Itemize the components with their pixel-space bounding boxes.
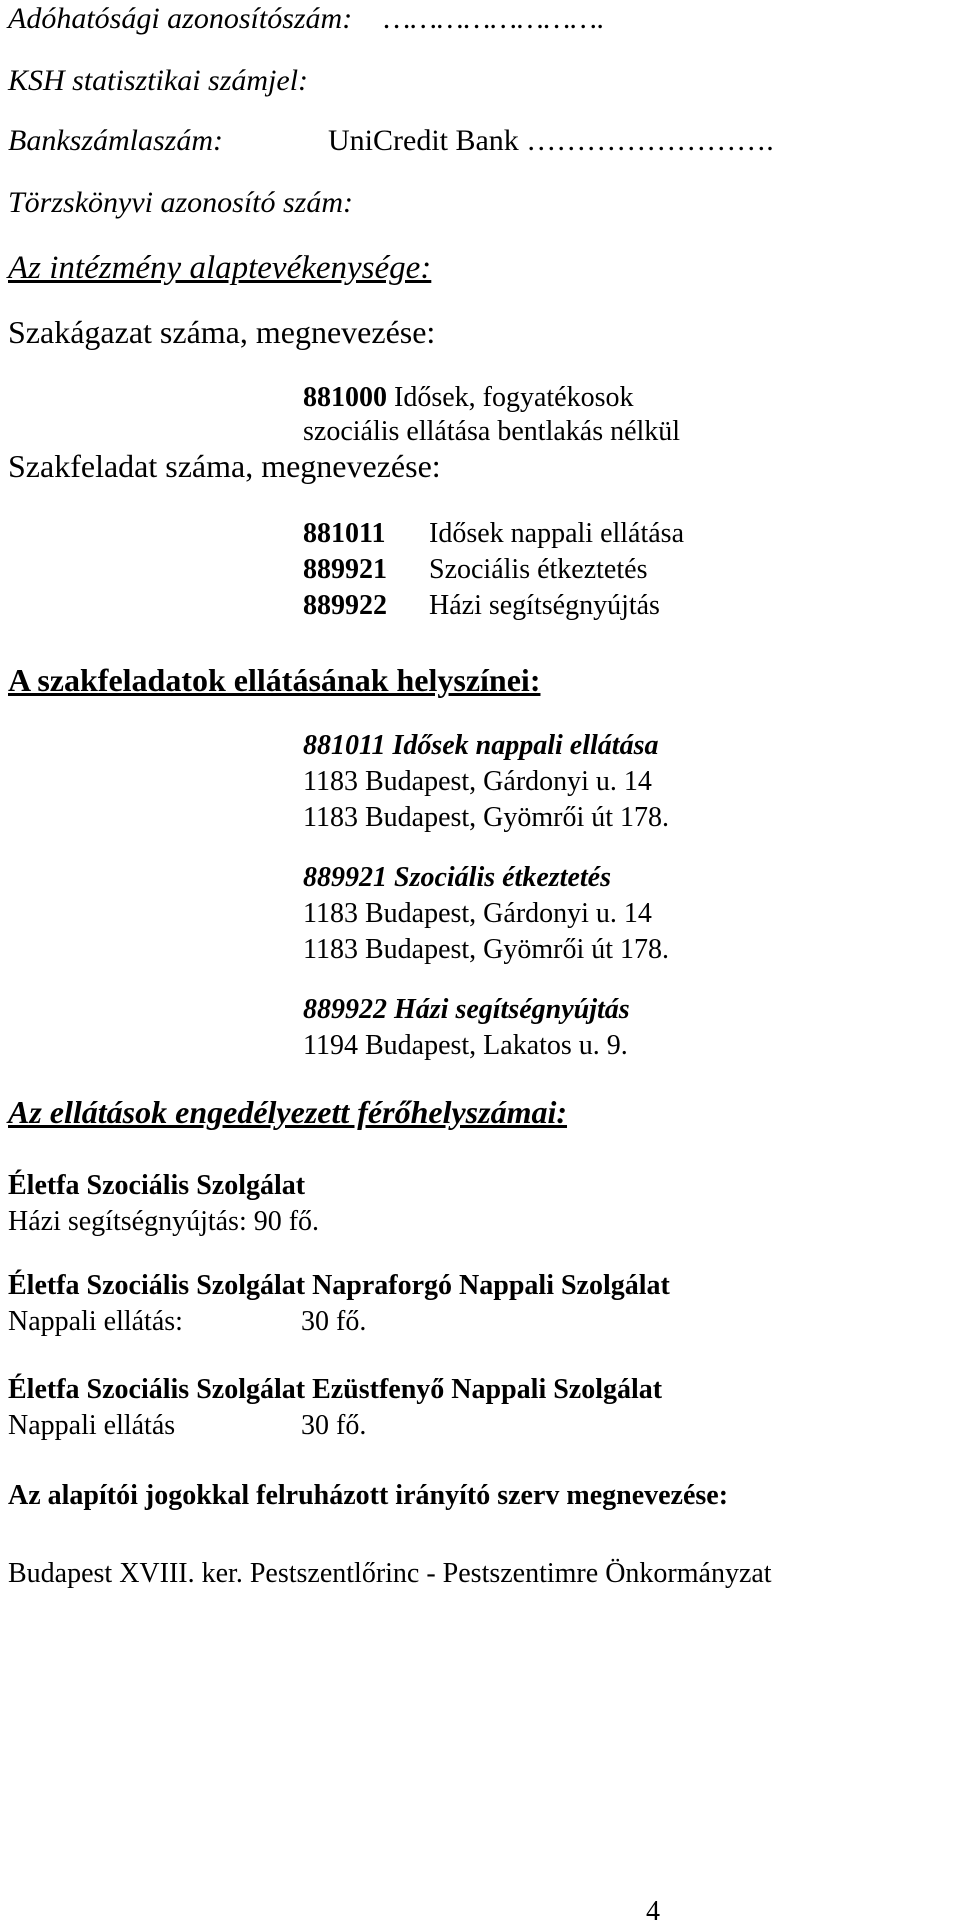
location-address: 1183 Budapest, Gyömrői út 178. [303,934,670,965]
task-name: Szociális étkeztetés [429,554,648,585]
bank-label: Bankszámlaszám: [8,124,223,157]
registry-label: Törzskönyvi azonosító szám: [8,186,354,219]
location-address: 1183 Budapest, Gárdonyi u. 14 [303,766,652,797]
task-row [303,520,684,548]
task-code: 889922 [303,590,387,621]
sector-name-1: Idősek, fogyatékosok [394,382,634,413]
bank-line [8,126,774,156]
capacity-row [8,1412,366,1440]
sector-label: Szakágazat száma, megnevezése: [8,314,436,350]
capacity-value: 30 fő. [301,1306,367,1337]
task-name: Idősek nappali ellátása [429,518,685,549]
capacity-label: Házi segítségnyújtás: [8,1206,247,1237]
capacity-value: 90 fő. [253,1206,320,1237]
location-group-title: 889922 Házi segítségnyújtás [303,994,630,1025]
capacity-label: Nappali ellátás: [8,1306,183,1337]
capacity-row [8,1208,319,1236]
location-group-title: 889921 Szociális étkeztetés [303,862,611,893]
capacity-row [8,1308,366,1336]
task-code: 889921 [303,554,387,585]
tax-id-line [8,4,605,34]
location-address: 1183 Budapest, Gyömrői út 178. [303,802,670,833]
task-name: Házi segítségnyújtás [429,590,660,621]
capacity-value: 30 fő. [301,1410,367,1441]
capacity-org: Életfa Szociális Szolgálat Napraforgó Nappali Szolgálat [8,1270,670,1301]
sector-name-2: szociális ellátása bentlakás nélkül [303,416,681,447]
sector-line-1 [303,384,634,412]
sector-code: 881000 [303,382,387,413]
capacity-org: Életfa Szociális Szolgálat Ezüstfenyő Nappali Szolgálat [8,1374,663,1405]
tax-id-label: Adóhatósági azonosítószám: [8,2,353,35]
capacity-heading: Az ellátások engedélyezett férőhelyszámai: [8,1094,568,1130]
location-address: 1194 Budapest, Lakatos u. 9. [303,1030,628,1061]
task-row [303,556,647,584]
capacity-label: Nappali ellátás [8,1410,176,1441]
task-label: Szakfeladat száma, megnevezése: [8,448,441,484]
tax-id-value: ……………………. [383,2,605,35]
location-group-title: 881011 Idősek nappali ellátása [303,730,659,761]
governing-value: Budapest XVIII. ker. Pestszentlőrinc - Pestszentimre Önkormányzat [8,1558,772,1589]
ksh-label: KSH statisztikai számjel: [8,64,309,97]
location-address: 1183 Budapest, Gárdonyi u. 14 [303,898,652,929]
activity-heading: Az intézmény alaptevékenysége: [8,250,432,286]
locations-heading: A szakfeladatok ellátásának helyszínei: [8,662,541,698]
task-code: 881011 [303,518,386,549]
governing-heading: Az alapítói jogokkal felruházott irányító szerv megnevezése: [8,1480,729,1511]
capacity-org: Életfa Szociális Szolgálat [8,1170,306,1201]
bank-value: UniCredit Bank ……………………. [328,124,774,157]
task-row [303,592,660,620]
page-number: 4 [646,1896,660,1927]
